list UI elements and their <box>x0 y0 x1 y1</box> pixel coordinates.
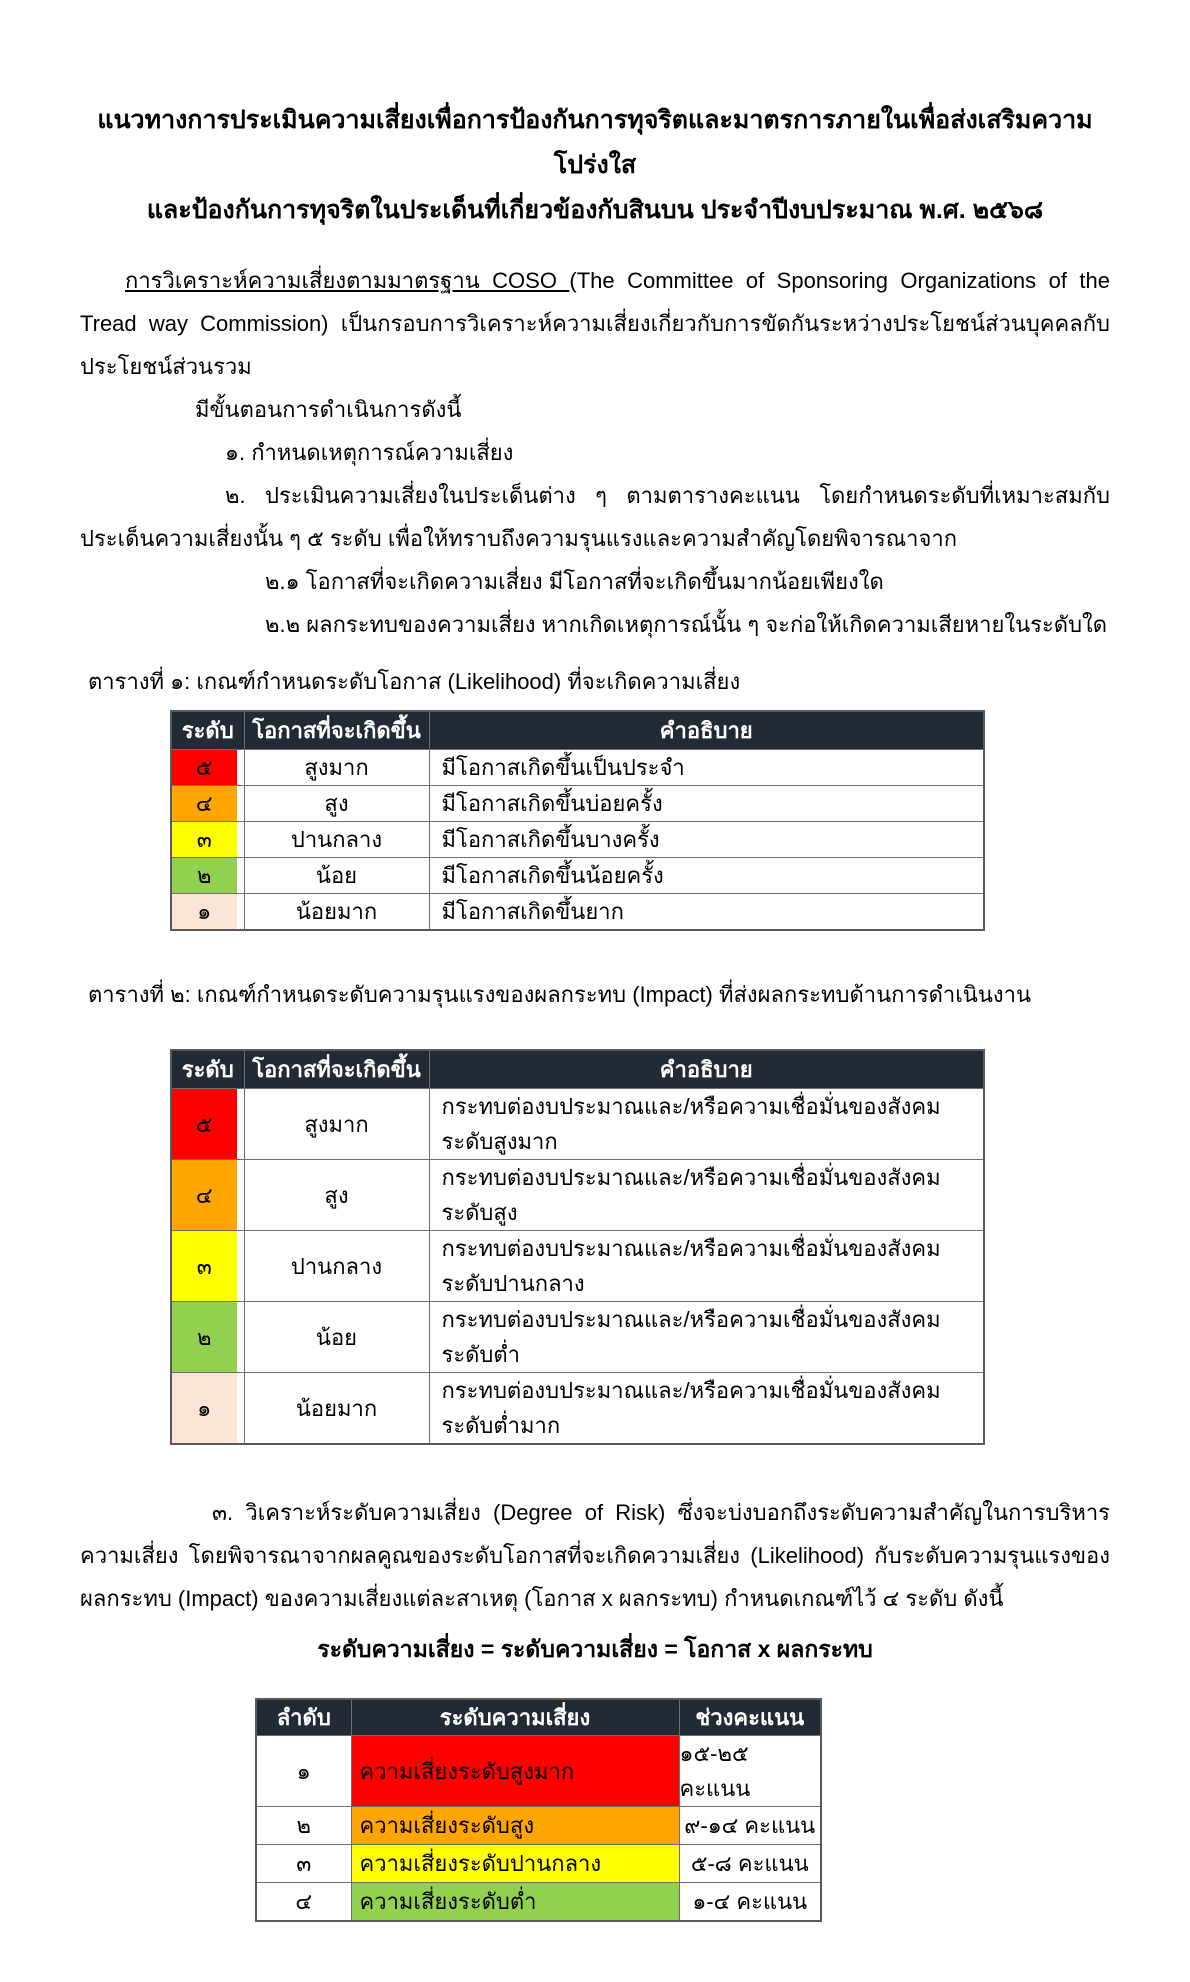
order-cell: ๓ <box>256 1845 351 1883</box>
intro-paragraph <box>80 259 1110 388</box>
description-cell: กระทบต่องบประมาณและ/หรือความเชื่อมั่นของสังคมระดับสูง <box>429 1160 984 1231</box>
description-cell: มีโอกาสเกิดขึ้นเป็นประจำ <box>429 750 984 786</box>
description-cell: กระทบต่องบประมาณและ/หรือความเชื่อมั่นของสังคมระดับสูงมาก <box>429 1089 984 1160</box>
table-row <box>171 822 984 858</box>
order-cell: ๑ <box>256 1736 351 1807</box>
order-cell: ๒ <box>256 1807 351 1845</box>
score-range-cell: ๕-๘ คะแนน <box>679 1845 821 1883</box>
description-cell: กระทบต่องบประมาณและ/หรือความเชื่อมั่นของสังคมระดับปานกลาง <box>429 1231 984 1302</box>
table-row <box>256 1845 821 1883</box>
level-cell: ๑ <box>171 1373 244 1445</box>
score-range-column-header: ช่วงคะแนน <box>679 1699 821 1736</box>
table-row <box>171 858 984 894</box>
impact-cell: สูง <box>244 1160 429 1231</box>
level-column-header: ระดับ <box>171 711 244 750</box>
score-range-cell: ๑๕-๒๕ คะแนน <box>679 1736 821 1807</box>
level-column-header: ระดับ <box>171 1050 244 1089</box>
intro-lead-underlined: การวิเคราะห์ความเสี่ยงตามมาตรฐาน COSO <box>125 268 570 293</box>
document-title-line1: แนวทางการประเมินความเสี่ยงเพื่อการป้องกันการทุจริตและมาตรการภายในเพื่อส่งเสริมความโปร่งใส <box>97 106 1093 179</box>
table-row <box>256 1736 821 1807</box>
step-2-1: ๒.๑ โอกาสที่จะเกิดความเสี่ยง มีโอกาสที่จะเกิดขึ้นมากน้อยเพียงใด <box>265 569 884 594</box>
step-2-2: ๒.๒ ผลกระทบของความเสี่ยง หากเกิดเหตุการณ์นั้น ๆ จะก่อให้เกิดความเสียหายในระดับใด <box>265 612 1108 637</box>
table-row <box>171 750 984 786</box>
level-cell: ๒ <box>171 1302 244 1373</box>
table-row <box>171 1160 984 1231</box>
step-1: ๑. กำหนดเหตุการณ์ความเสี่ยง <box>225 440 514 465</box>
step-2: ๒. ประเมินความเสี่ยงในประเด็นต่าง ๆ ตามตารางคะแนน โดยกำหนดระดับที่เหมาะสมกับประเด็นความเสี่ยงนั้น ๆ ๕ ระดับ เพื่อให้ทราบถึงความรุนแรงและความสำคัญโดยพิจารณาจาก <box>80 483 1110 551</box>
likelihood-cell: น้อยมาก <box>244 894 429 931</box>
description-column-header: คำอธิบาย <box>429 1050 984 1089</box>
likelihood-table <box>170 710 985 931</box>
table-row <box>171 786 984 822</box>
table-row <box>256 1807 821 1845</box>
level-cell: ๓ <box>171 822 244 858</box>
table-row <box>171 1373 984 1445</box>
risk-level-column-header: ระดับความเสี่ยง <box>351 1699 679 1736</box>
table-row <box>171 1089 984 1160</box>
score-range-cell: ๑-๔ คะแนน <box>679 1883 821 1922</box>
order-cell: ๔ <box>256 1883 351 1922</box>
table-row <box>171 1302 984 1373</box>
impact-table <box>170 1049 985 1445</box>
level-cell: ๕ <box>171 1089 244 1160</box>
level-cell: ๒ <box>171 858 244 894</box>
level-cell: ๔ <box>171 1160 244 1231</box>
description-cell: กระทบต่องบประมาณและ/หรือความเชื่อมั่นของสังคมระดับต่ำมาก <box>429 1373 984 1445</box>
risk-level-cell: ความเสี่ยงระดับสูง <box>351 1807 679 1845</box>
table-header-row <box>171 711 984 750</box>
steps-heading: มีขั้นตอนการดำเนินการดังนี้ <box>195 397 462 422</box>
degree-of-risk-table <box>255 1698 822 1922</box>
description-cell: มีโอกาสเกิดขึ้นยาก <box>429 894 984 931</box>
description-column-header: คำอธิบาย <box>429 711 984 750</box>
table-header-row <box>256 1699 821 1736</box>
likelihood-cell: น้อย <box>244 858 429 894</box>
likelihood-column-header: โอกาสที่จะเกิดขึ้น <box>244 1050 429 1089</box>
description-cell: มีโอกาสเกิดขึ้นบ่อยครั้ง <box>429 786 984 822</box>
risk-level-cell: ความเสี่ยงระดับปานกลาง <box>351 1845 679 1883</box>
table-row <box>256 1883 821 1922</box>
impact-cell: น้อย <box>244 1302 429 1373</box>
level-cell: ๓ <box>171 1231 244 1302</box>
table1-caption: ตารางที่ ๑: เกณฑ์กำหนดระดับโอกาส (Likelihood) ที่จะเกิดความเสี่ยง <box>88 669 741 694</box>
order-column-header: ลำดับ <box>256 1699 351 1736</box>
description-cell: มีโอกาสเกิดขึ้นบางครั้ง <box>429 822 984 858</box>
description-cell: กระทบต่องบประมาณและ/หรือความเชื่อมั่นของสังคมระดับต่ำ <box>429 1302 984 1373</box>
impact-cell: ปานกลาง <box>244 1231 429 1302</box>
likelihood-cell: สูงมาก <box>244 750 429 786</box>
score-range-cell: ๙-๑๔ คะแนน <box>679 1807 821 1845</box>
impact-cell: น้อยมาก <box>244 1373 429 1445</box>
table-row <box>171 894 984 931</box>
level-cell: ๔ <box>171 786 244 822</box>
likelihood-column-header: โอกาสที่จะเกิดขึ้น <box>244 711 429 750</box>
risk-formula: ระดับความเสี่ยง = ระดับความเสี่ยง = โอกาส x ผลกระทบ <box>317 1636 873 1662</box>
likelihood-cell: สูง <box>244 786 429 822</box>
impact-cell: สูงมาก <box>244 1089 429 1160</box>
intro-lead-rest: (The Committee of Sponsoring Organizations of the Tread way Commission) เป็นกรอบการวิเคราะห์ความเสี่ยงเกี่ยวกับการขัดกันระหว่างประโยชน์ส่วนบุคคลกับประโยชน์ส่วนรวม <box>80 268 1110 379</box>
table-header-row <box>171 1050 984 1089</box>
table2-caption: ตารางที่ ๒: เกณฑ์กำหนดระดับความรุนแรงของผลกระทบ (Impact) ที่ส่งผลกระทบด้านการดำเนินงาน <box>88 982 1032 1007</box>
description-cell: มีโอกาสเกิดขึ้นน้อยครั้ง <box>429 858 984 894</box>
document-title-line2: และป้องกันการทุจริตในประเด็นที่เกี่ยวข้องกับสินบน ประจำปีงบประมาณ พ.ศ. ๒๕๖๘ <box>146 196 1044 224</box>
likelihood-cell: ปานกลาง <box>244 822 429 858</box>
level-cell: ๑ <box>171 894 244 931</box>
table-row <box>171 1231 984 1302</box>
risk-level-cell: ความเสี่ยงระดับสูงมาก <box>351 1736 679 1807</box>
level-cell: ๕ <box>171 750 244 786</box>
risk-level-cell: ความเสี่ยงระดับต่ำ <box>351 1883 679 1922</box>
step-3-paragraph: ๓. วิเคราะห์ระดับความเสี่ยง (Degree of Risk) ซึ่งจะบ่งบอกถึงระดับความสำคัญในการบริหารความเสี่ยง โดยพิจารณาจากผลคูณของระดับโอกาสที่จะเกิดความเสี่ยง (Likelihood) กับระดับความรุนแรงของผลกระทบ (Impact) ของความเสี่ยงแต่ละสาเหตุ (โอกาส x ผลกระทบ) กำหนดเกณฑ์ไว้ ๔ ระดับ ดังนี้ <box>80 1500 1110 1611</box>
